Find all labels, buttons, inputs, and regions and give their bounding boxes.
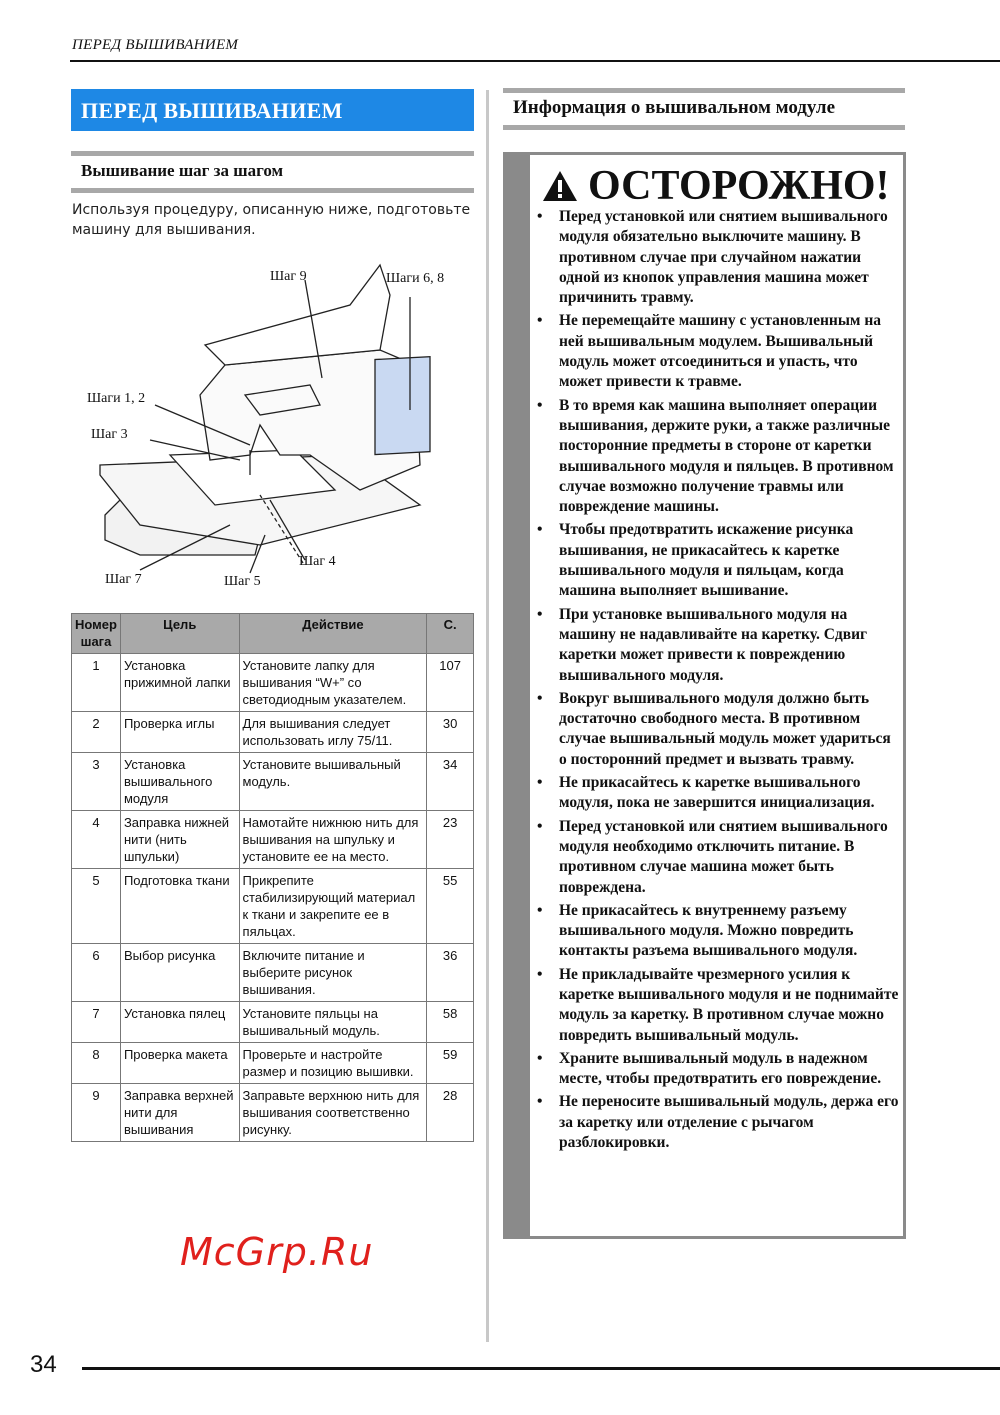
goal-cell: Установка пялец <box>120 1002 239 1043</box>
step-number-cell: 1 <box>72 654 121 712</box>
page-cell: 55 <box>427 869 474 944</box>
step-number-cell: 6 <box>72 944 121 1002</box>
header-step-number: Номер шага <box>72 614 121 654</box>
warning-heading <box>542 163 890 209</box>
table-row <box>72 712 474 753</box>
step-number-cell: 3 <box>72 753 121 811</box>
action-cell: Установите лапку для вышивания “W+” со светодиодным указателем. <box>239 654 427 712</box>
goal-cell: Заправка верхней нити для вышивания <box>120 1084 239 1142</box>
header-page: С. <box>427 614 474 654</box>
warning-item: • Не прикладывайте чрезмерного усилия к каретке вышивального модуля и не поднимайте модуль за каретку. В противном случае можно повредить вышивальный модуль. <box>536 965 901 1046</box>
warning-item: • Не прикасайтесь к внутреннему разъему вышивального модуля. Можно повредить контакты разъема вышивального модуля. <box>536 901 901 962</box>
page-cell: 34 <box>427 753 474 811</box>
footer-rule <box>82 1367 1000 1370</box>
table-row <box>72 944 474 1002</box>
table-row <box>72 811 474 869</box>
warning-item: • В то время как машина выполняет операции вышивания, держите руки, а также различные посторонние предметы в стороне от каретки вышивального модуля и пяльцев. В противном случае возможно получение травмы или повреждение машины. <box>536 396 901 518</box>
warning-triangle-icon <box>542 170 578 202</box>
label-step-4: Шаг 4 <box>299 554 336 569</box>
table-header-row <box>72 614 474 654</box>
column-divider <box>486 90 489 1342</box>
label-step-5: Шаг 5 <box>224 574 261 589</box>
page-cell: 59 <box>427 1043 474 1084</box>
page-number: 34 <box>30 1351 57 1378</box>
warning-item: • Чтобы предотвратить искажение рисунка вышивания, не прикасайтесь к каретке вышивального модуля и пяльцам, когда машина выполняет вышивание. <box>536 520 901 601</box>
warning-item: • Перед установкой или снятием вышивального модуля необходимо отключить питание. В противном случае машина может быть повреждена. <box>536 817 901 898</box>
goal-cell: Заправка нижней нити (нить шпульки) <box>120 811 239 869</box>
goal-cell: Проверка иглы <box>120 712 239 753</box>
step-number-cell: 4 <box>72 811 121 869</box>
label-step-3: Шаг 3 <box>91 427 128 442</box>
warning-item: • Не прикасайтесь к каретке вышивального модуля, пока не завершится инициализация. <box>536 773 901 814</box>
action-cell: Намотайте нижнюю нить для вышивания на шпульку и установите ее на место. <box>239 811 427 869</box>
action-cell: Заправьте верхнюю нить для вышивания соответственно рисунку. <box>239 1084 427 1142</box>
warning-item: • При установке вышивального модуля на машину не надавливайте на каретку. Сдвиг каретки может привести к повреждению вышивального модуля. <box>536 605 901 686</box>
warning-box <box>503 152 906 1239</box>
running-header: ПЕРЕД ВЫШИВАНИЕМ <box>72 37 239 53</box>
warning-stripe <box>506 155 530 1236</box>
action-cell: Прикрепите стабилизирующий материал к ткани и закрепите ее в пяльцах. <box>239 869 427 944</box>
warning-list <box>536 207 901 1156</box>
table-row <box>72 1002 474 1043</box>
goal-cell: Установка прижимной лапки <box>120 654 239 712</box>
page-cell: 30 <box>427 712 474 753</box>
goal-cell: Установка вышивального модуля <box>120 753 239 811</box>
action-cell: Установите пяльцы на вышивальный модуль. <box>239 1002 427 1043</box>
table-row <box>72 869 474 944</box>
warning-item: • Храните вышивальный модуль в надежном месте, чтобы предотвратить его повреждение. <box>536 1049 901 1090</box>
warning-item: • Не перемещайте машину с установленным на ней вышивальным модулем. Вышивальный модуль может отсоединиться и упасть, что может привести к травме. <box>536 311 901 392</box>
table-row <box>72 1084 474 1142</box>
warning-item: • Вокруг вышивального модуля должно быть достаточно свободного места. В противном случае вышивальный модуль может удариться о посторонний предмет и вызвать травму. <box>536 689 901 770</box>
label-step-7: Шаг 7 <box>105 572 142 587</box>
label-step-9: Шаг 9 <box>270 269 307 284</box>
action-cell: Включите питание и выберите рисунок вышивания. <box>239 944 427 1002</box>
page-cell: 28 <box>427 1084 474 1142</box>
table-row <box>72 654 474 712</box>
step-number-cell: 5 <box>72 869 121 944</box>
header-rule <box>70 60 1000 62</box>
warning-item: • Перед установкой или снятием вышивального модуля обязательно выключите машину. В противном случае при случайном нажатии одной из кнопок управления машина может причинить травму. <box>536 207 901 308</box>
section-banner: ПЕРЕД ВЫШИВАНИЕМ <box>71 89 474 131</box>
page-cell: 23 <box>427 811 474 869</box>
sewing-machine-drawing <box>80 255 475 595</box>
label-steps-6-8: Шаги 6, 8 <box>386 271 445 286</box>
action-cell: Установите вышивальный модуль. <box>239 753 427 811</box>
step-number-cell: 9 <box>72 1084 121 1142</box>
table-row <box>72 1043 474 1084</box>
page-cell: 107 <box>427 654 474 712</box>
watermark: McGrp.Ru <box>180 1230 374 1274</box>
subheading-module-info: Информация о вышивальном модуле <box>503 88 905 130</box>
steps-table <box>71 613 474 1142</box>
table-row <box>72 753 474 811</box>
warning-item: • Не переносите вышивальный модуль, держа его за каретку или отделение с рычагом разблокировки. <box>536 1092 901 1153</box>
header-goal: Цель <box>120 614 239 654</box>
action-cell: Для вышивания следует использовать иглу 75/11. <box>239 712 427 753</box>
label-steps-1-2: Шаги 1, 2 <box>87 391 146 406</box>
goal-cell: Проверка макета <box>120 1043 239 1084</box>
step-number-cell: 8 <box>72 1043 121 1084</box>
subheading-step-by-step: Вышивание шаг за шагом <box>71 151 474 193</box>
intro-text: Используя процедуру, описанную ниже, подготовьте машину для вышивания. <box>72 202 471 238</box>
header-action: Действие <box>239 614 427 654</box>
goal-cell: Подготовка ткани <box>120 869 239 944</box>
action-cell: Проверьте и настройте размер и позицию вышивки. <box>239 1043 427 1084</box>
page-cell: 36 <box>427 944 474 1002</box>
step-number-cell: 7 <box>72 1002 121 1043</box>
warning-title: ОСТОРОЖНО! <box>588 163 890 209</box>
machine-illustration <box>80 255 475 595</box>
step-number-cell: 2 <box>72 712 121 753</box>
goal-cell: Выбор рисунка <box>120 944 239 1002</box>
page-cell: 58 <box>427 1002 474 1043</box>
